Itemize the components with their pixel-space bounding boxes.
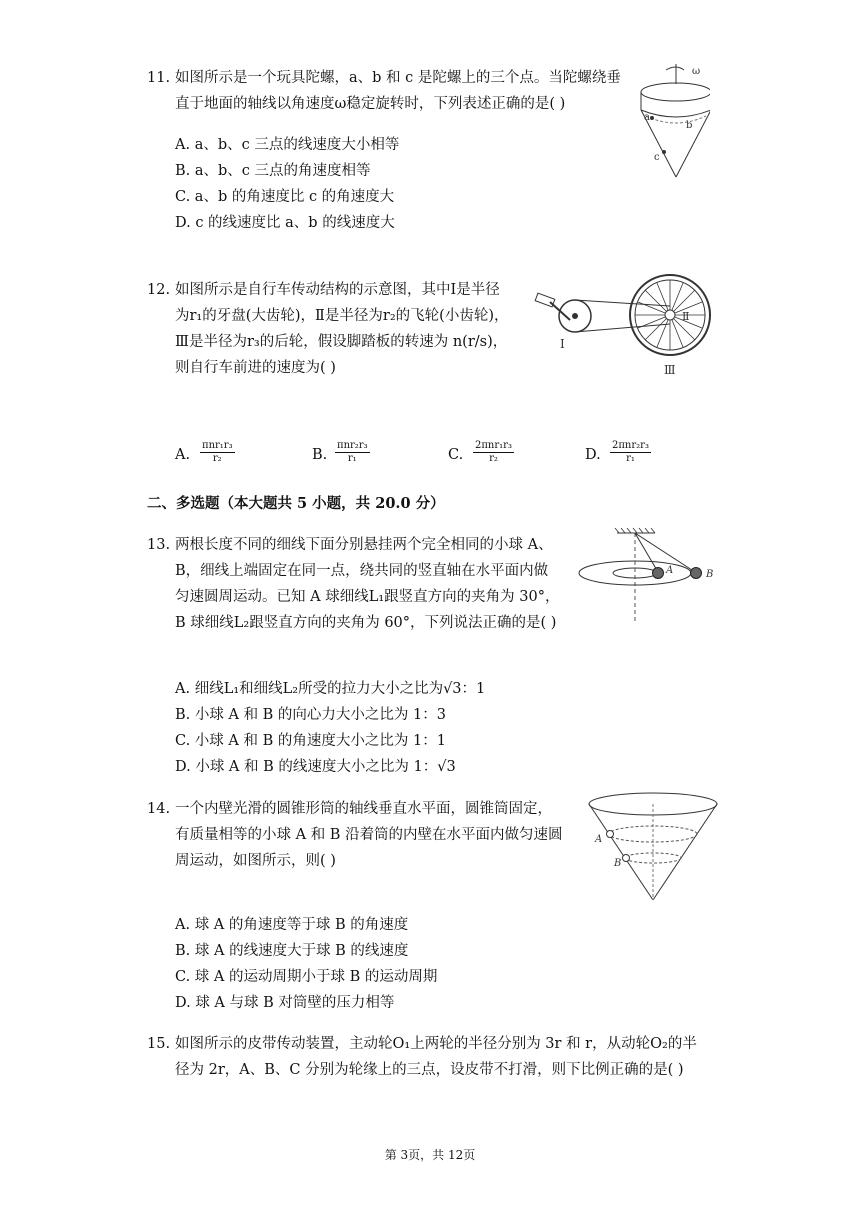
question-13-line-2: B，细线上端固定在同一点，绕共同的竖直轴在水平面内做 [175, 563, 549, 579]
question-15-number: 15. [147, 1036, 171, 1052]
q14-option-b: B. 球 A 的线速度大于球 B 的线速度 [175, 943, 409, 959]
question-14-line-3: 周运动，如图所示，则( ) [175, 853, 336, 869]
q12-option-a-letter: A. [175, 447, 191, 463]
question-11-line-1: 如图所示是一个玩具陀螺，a、b 和 c 是陀螺上的三个点。当陀螺绕垂 [175, 70, 621, 86]
q12-option-d-numerator: 2πnr₂r₃ [612, 440, 649, 451]
q12-option-a-numerator: πnr₁r₃ [202, 440, 233, 451]
q12-option-b-letter: B. [312, 447, 328, 463]
cone-ball-a-label: A [595, 834, 603, 845]
section-2-title: 二、多选题（本大题共 5 小题，共 20.0 分） [147, 495, 445, 512]
question-13-line-3: 匀速圆周运动。已知 A 球细线L₁跟竖直方向的夹角为 30°， [175, 589, 560, 605]
q11-option-d: D. c 的线速度比 a、b 的线速度大 [175, 215, 395, 231]
question-15-line-2: 径为 2r，A、B、C 分别为轮缘上的三点，设皮带不打滑，则下比例正确的是( ) [175, 1062, 684, 1078]
point-c-label: c [654, 152, 660, 163]
question-14-line-1: 一个内壁光滑的圆锥形筒的轴线垂直水平面，圆锥筒固定， [175, 801, 552, 817]
q13-option-c: C. 小球 A 和 B 的角速度大小之比为 1：1 [175, 733, 446, 749]
question-11-line-2: 直于地面的轴线以角速度ω稳定旋转时，下列表述正确的是( ) [175, 96, 566, 112]
q12-option-b-numerator: πnr₂r₃ [337, 440, 368, 451]
q12-option-d-denominator: r₁ [626, 453, 635, 464]
q12-option-d-letter: D. [585, 447, 601, 463]
question-12-line-4: 则自行车前进的速度为( ) [175, 360, 336, 376]
q12-option-d-fraction [610, 440, 651, 465]
question-13-line-1: 两根长度不同的细线下面分别悬挂两个完全相同的小球 A、 [175, 537, 553, 553]
q14-option-d: D. 球 A 与球 B 对筒壁的压力相等 [175, 995, 395, 1011]
q11-option-b: B. a、b、c 三点的角速度相等 [175, 163, 371, 179]
question-15-line-1: 如图所示的皮带传动装置，主动轮O₁上两轮的半径分别为 3r 和 r，从动轮O₂的半 [175, 1036, 697, 1052]
q12-option-a-fraction [200, 440, 235, 465]
q14-option-a: A. 球 A 的角速度等于球 B 的角速度 [175, 917, 409, 933]
q11-option-c: C. a、b 的角速度比 c 的角速度大 [175, 189, 395, 205]
omega-label: ω [692, 66, 701, 77]
cone-ball-b-label: B [614, 858, 622, 869]
ball-a-label: A [666, 565, 674, 576]
rear-wheel-label: Ⅲ [664, 363, 676, 377]
q13-option-a: A. 细线L₁和细线L₂所受的拉力大小之比为√3：1 [175, 681, 486, 697]
question-12-number: 12. [147, 282, 171, 298]
question-14-number: 14. [147, 801, 171, 817]
question-14-line-2: 有质量相等的小球 A 和 B 沿着筒的内壁在水平面内做匀速圆 [175, 827, 563, 843]
conical-pendulum-figure [575, 525, 725, 625]
q12-option-c-letter: C. [448, 447, 464, 463]
q13-option-b: B. 小球 A 和 B 的向心力大小之比为 1：3 [175, 707, 446, 723]
point-a-label: a [644, 112, 650, 123]
cone-figure [585, 790, 725, 905]
q13-option-d: D. 小球 A 和 B 的线速度大小之比为 1：√3 [175, 759, 456, 775]
question-12-line-2: 为r₁的牙盘(大齿轮)，Ⅱ是半径为r₂的飞轮(小齿轮)， [175, 308, 509, 324]
page-footer: 第 3页，共 12页 [384, 1148, 476, 1162]
q12-option-c-numerator: 2πnr₁r₃ [475, 440, 512, 451]
q12-option-b-denominator: r₁ [347, 453, 357, 464]
q14-option-c: C. 球 A 的运动周期小于球 B 的运动周期 [175, 969, 438, 985]
ball-b-label: B [706, 569, 714, 580]
spinning-top-figure [630, 62, 710, 182]
q12-option-c-fraction [473, 440, 514, 465]
question-11-number: 11. [147, 70, 171, 86]
q12-option-b-fraction [335, 440, 370, 465]
q11-option-a: A. a、b、c 三点的线速度大小相等 [175, 137, 400, 153]
q12-option-a-denominator: r₂ [212, 453, 222, 464]
question-13-number: 13. [147, 537, 171, 553]
bicycle-transmission-figure [530, 268, 715, 378]
chainring-label: Ⅰ [560, 337, 565, 351]
freewheel-label: Ⅱ [682, 310, 690, 323]
point-b-label: b [686, 120, 693, 131]
q12-option-c-denominator: r₂ [489, 453, 498, 464]
question-12-line-3: Ⅲ是半径为r₃的后轮，假设脚踏板的转速为 n(r/s)， [175, 334, 508, 350]
question-12-line-1: 如图所示是自行车传动结构的示意图，其中Ⅰ是半径 [175, 282, 500, 298]
question-13-line-4: B 球细线L₂跟竖直方向的夹角为 60°，下列说法正确的是( ) [175, 615, 557, 631]
